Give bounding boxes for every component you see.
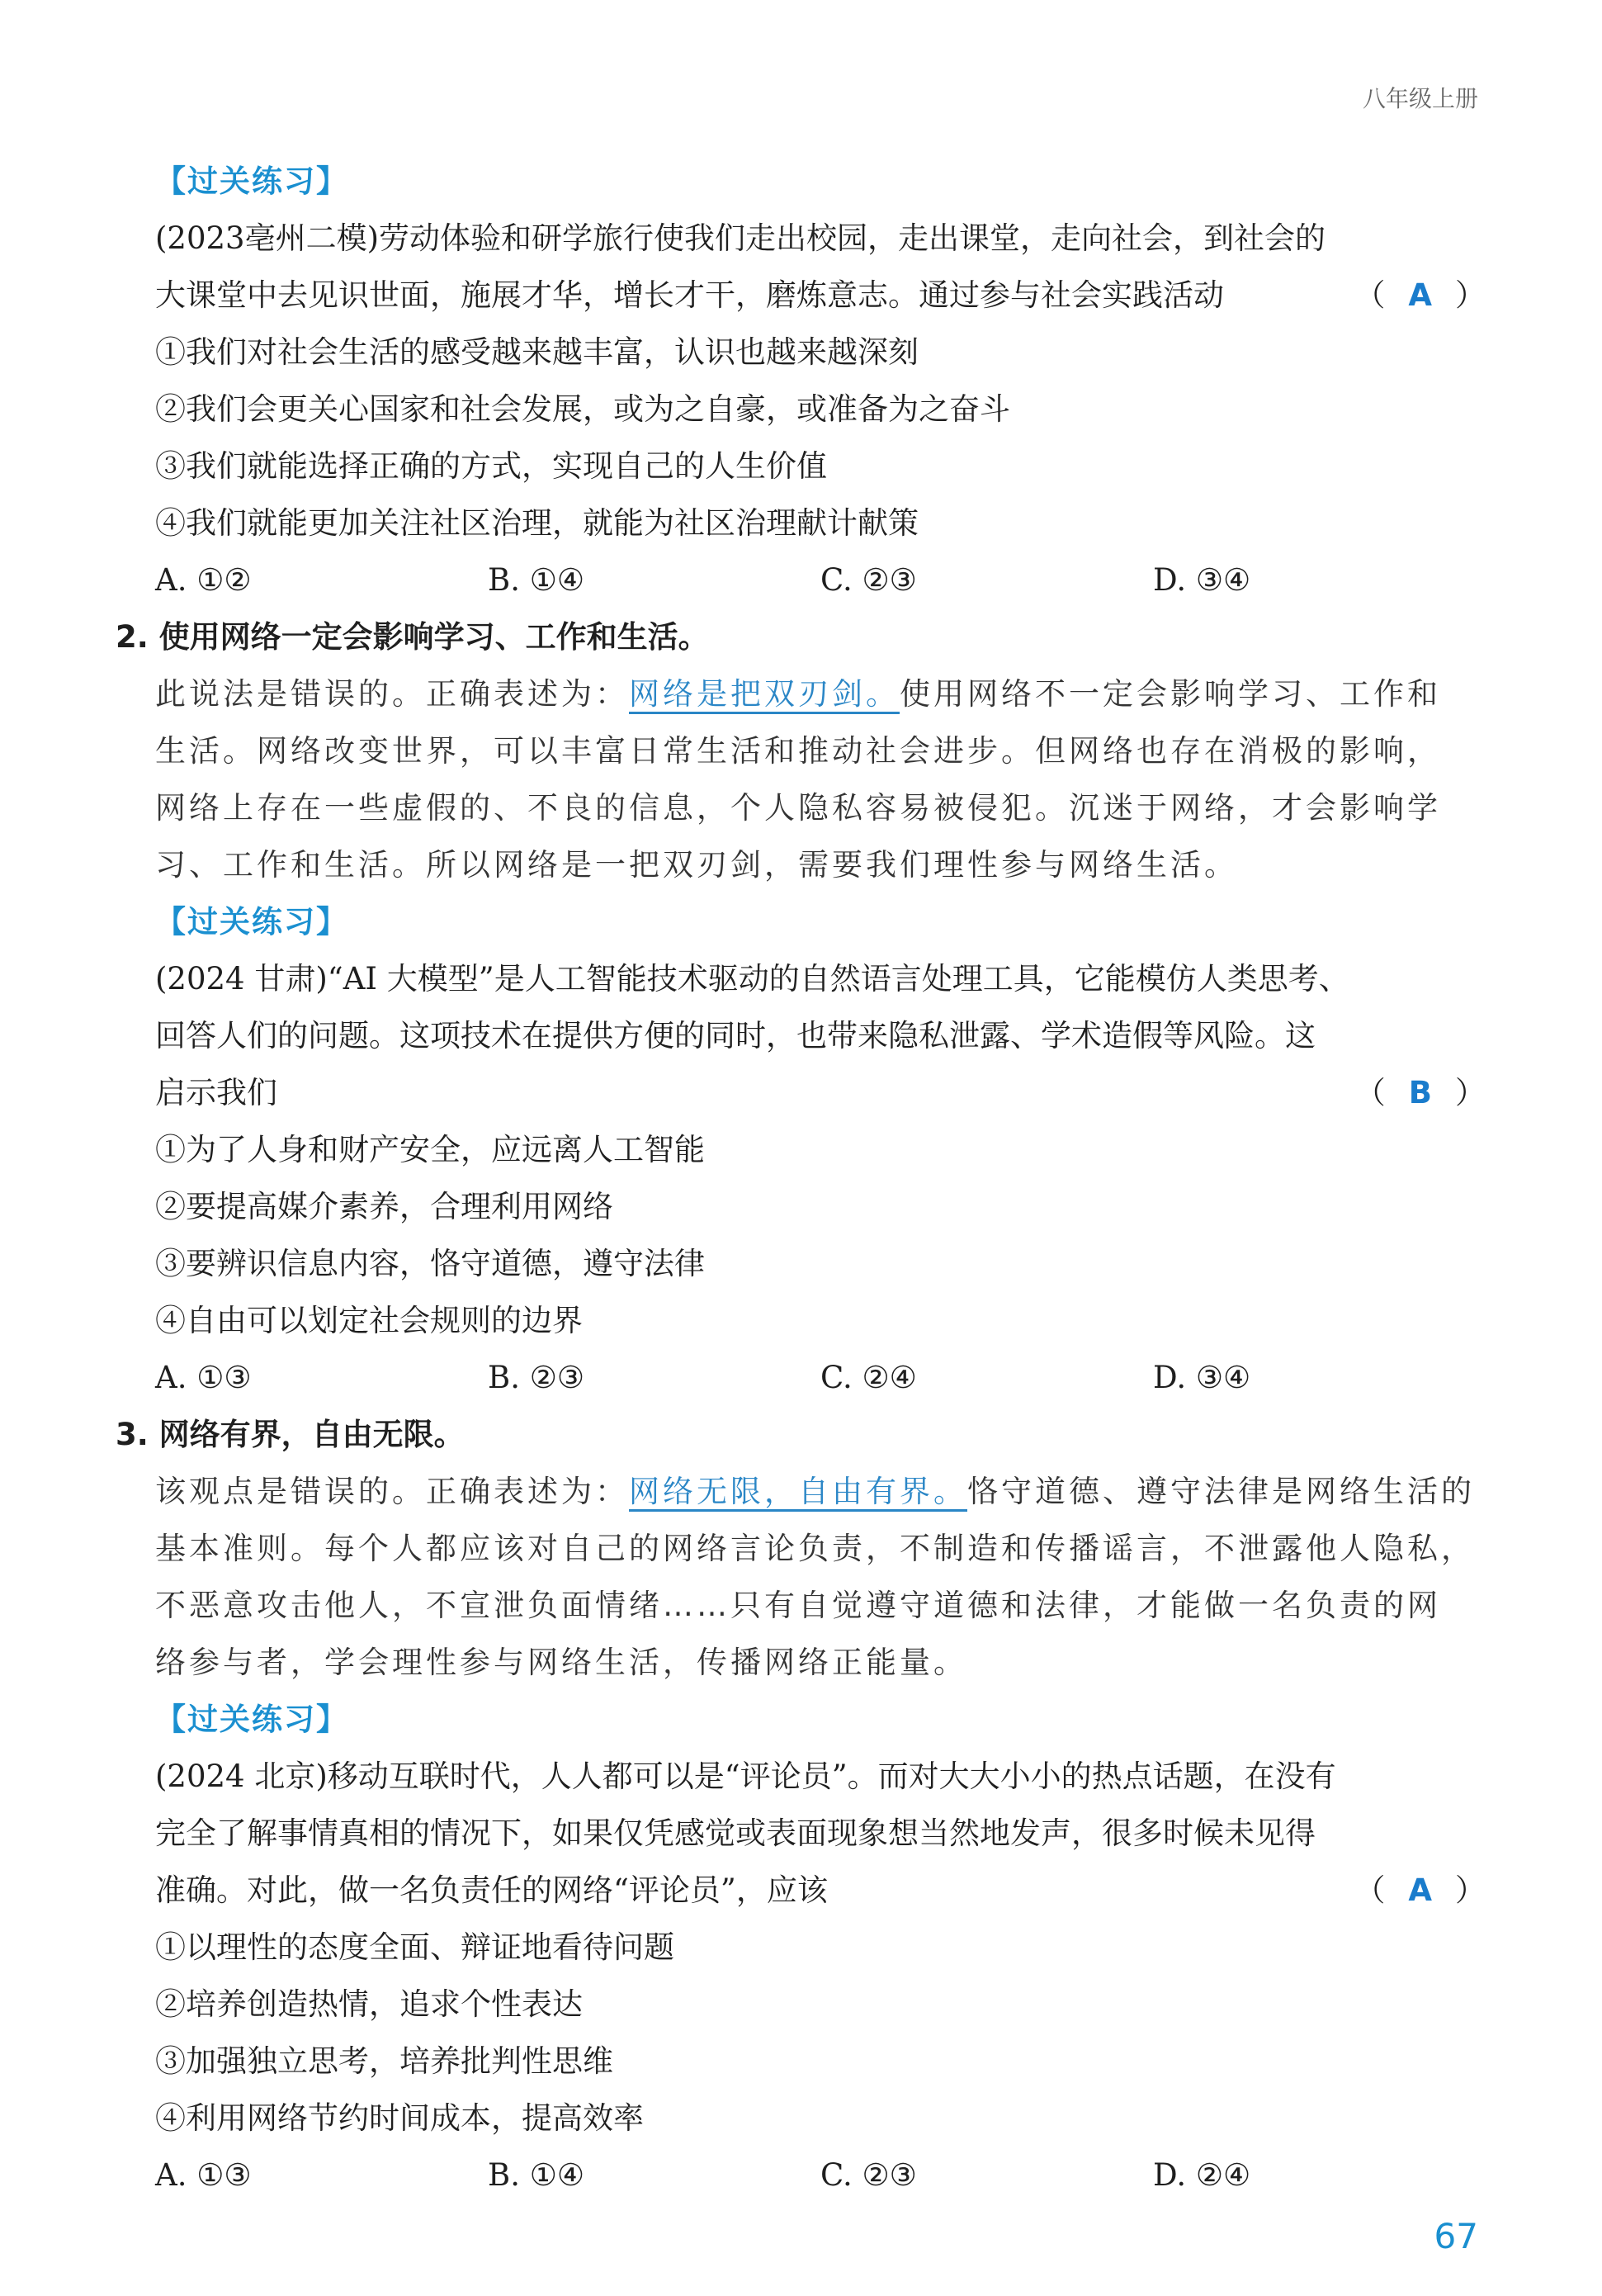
options-row	[116, 2147, 1486, 2204]
handwritten-answer-line: 网络上存在一些虚假的、不良的信息，个人隐私容易被侵犯。沉迷于网络，才会影响学	[155, 790, 1441, 826]
answer-text: 恪守道德、遵守法律是网络生活的	[967, 1474, 1475, 1509]
highlighted-correction: 网络是把双刃剑。	[629, 676, 900, 714]
option-d: D. ③④	[1153, 562, 1251, 598]
handwritten-answer-line: 络参与者，学会理性参与网络生活，传播网络正能量。	[155, 1645, 967, 1680]
choice-item: ②我们会更关心国家和社会发展，或为之自豪，或准备为之奋斗	[155, 391, 1010, 427]
option-a: A. ①②	[155, 562, 252, 598]
question-stem-with-answer	[116, 1064, 1486, 1121]
practice-tag: 【过关练习】	[155, 904, 348, 940]
page-content	[116, 153, 1486, 2204]
options-row	[116, 1349, 1486, 1406]
question-stem: 准确。对此，做一名负责任的网络“评论员”，应该	[155, 1872, 828, 1908]
option-a: A. ①③	[155, 2157, 252, 2193]
choice-item: ③加强独立思考，培养批判性思维	[155, 2043, 613, 2079]
question-stem: (2023亳州二模)劳动体验和研学旅行使我们走出校园，走出课堂，走向社会，到社会的	[155, 220, 1326, 256]
handwritten-answer-line: 基本准则。每个人都应该对自己的网络言论负责，不制造和传播谣言，不泄露他人隐私，	[155, 1531, 1475, 1566]
question-stem: 回答人们的问题。这项技术在提供方便的同时，也带来隐私泄露、学术造假等风险。这	[155, 1018, 1316, 1053]
highlighted-correction: 网络无限，自由有界。	[629, 1474, 967, 1512]
answer-text: 此说法是错误的。正确表述为：	[155, 676, 629, 712]
statement-heading: 2. 使用网络一定会影响学习、工作和生活。	[116, 619, 709, 655]
option-d: D. ③④	[1153, 1360, 1251, 1395]
practice-tag: 【过关练习】	[155, 1702, 348, 1737]
choice-item: ①以理性的态度全面、辩证地看待问题	[155, 1929, 674, 1965]
choice-item: ③要辨识信息内容，恪守道德，遵守法律	[155, 1246, 705, 1281]
option-b: B. ①④	[488, 562, 585, 598]
handwritten-answer-line: 生活。网络改变世界，可以丰富日常生活和推动社会进步。但网络也存在消极的影响，	[155, 733, 1441, 769]
page-number: 67	[1434, 2216, 1478, 2256]
answer-text: 该观点是错误的。正确表述为：	[155, 1474, 629, 1509]
option-a: A. ①③	[155, 1360, 252, 1395]
option-b: B. ①④	[488, 2157, 585, 2193]
option-d: D. ②④	[1153, 2157, 1251, 2193]
option-b: B. ②③	[488, 1360, 585, 1395]
choice-item: ②要提高媒介素养，合理利用网络	[155, 1189, 613, 1224]
practice-tag: 【过关练习】	[155, 163, 348, 199]
handwritten-answer-line: 习、工作和生活。所以网络是一把双刃剑，需要我们理性参与网络生活。	[155, 847, 1238, 883]
handwritten-answer-line: 不恶意攻击他人，不宣泄负面情绪……只有自觉遵守道德和法律，才能做一名负责的网	[155, 1588, 1441, 1623]
answer-bracket: （ A ）	[1354, 1872, 1486, 1908]
answer-bracket: （ A ）	[1354, 277, 1486, 313]
question-stem-with-answer	[116, 1862, 1486, 1919]
choice-item: ①我们对社会生活的感受越来越丰富，认识也越来越深刻	[155, 334, 919, 370]
option-c: C. ②③	[820, 2157, 917, 2193]
choice-item: ④我们就能更加关注社区治理，就能为社区治理献计献策	[155, 505, 919, 541]
option-c: C. ②③	[820, 562, 917, 598]
handwritten-answer-line	[116, 665, 1486, 722]
answer-letter: B	[1408, 1075, 1432, 1110]
choice-item: ③我们就能选择正确的方式，实现自己的人生价值	[155, 448, 827, 484]
grade-label: 八年级上册	[1362, 85, 1478, 112]
choice-item: ②培养创造热情，追求个性表达	[155, 1986, 583, 2022]
question-stem: 大课堂中去见识世面，施展才华，增长才干，磨炼意志。通过参与社会实践活动	[155, 277, 1224, 313]
statement-heading: 3. 网络有界，自由无限。	[116, 1417, 465, 1452]
question-stem-with-answer	[116, 267, 1486, 324]
handwritten-answer-line	[116, 1463, 1486, 1520]
answer-text: 使用网络不一定会影响学习、工作和	[900, 676, 1441, 712]
question-stem: (2024 甘肃)“AI 大模型”是人工智能技术驱动的自然语言处理工具，它能模仿人类思考、	[155, 961, 1349, 997]
answer-letter: A	[1408, 1872, 1432, 1908]
option-c: C. ②④	[820, 1360, 917, 1395]
answer-letter: A	[1408, 277, 1432, 313]
answer-bracket: （ B ）	[1354, 1075, 1486, 1110]
question-stem: 启示我们	[155, 1075, 277, 1110]
options-row	[116, 552, 1486, 608]
choice-item: ④利用网络节约时间成本，提高效率	[155, 2100, 644, 2136]
question-stem: 完全了解事情真相的情况下，如果仅凭感觉或表面现象想当然地发声，很多时候未见得	[155, 1815, 1316, 1851]
choice-item: ①为了人身和财产安全，应远离人工智能	[155, 1132, 705, 1167]
choice-item: ④自由可以划定社会规则的边界	[155, 1303, 583, 1338]
question-stem: (2024 北京)移动互联时代，人人都可以是“评论员”。而对大大小小的热点话题，在没有	[155, 1759, 1336, 1794]
